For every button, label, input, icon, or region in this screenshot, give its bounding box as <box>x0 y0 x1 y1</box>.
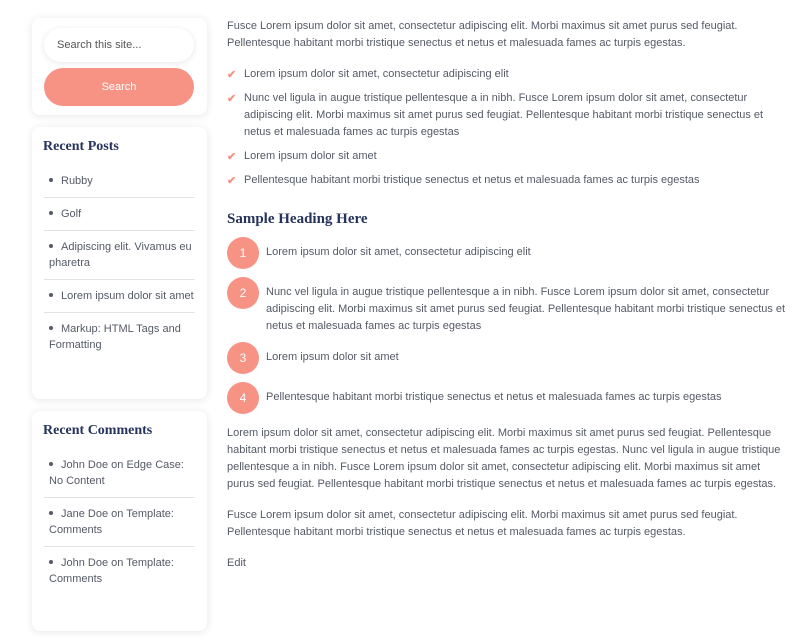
comment-author: Jane Doe <box>61 508 109 520</box>
body-paragraph: Fusce Lorem ipsum dolor sit amet, consectetur adipiscing elit. Morbi maximus sit amet purus sed feugiat. Pellentesque habitant morbi tristique senectus et netus et malesuada fames ac turpis egestas. <box>227 509 738 538</box>
bullet-icon <box>49 211 53 215</box>
recent-comments-title: Recent Comments <box>43 423 153 438</box>
numbered-list-item <box>227 278 787 335</box>
check-item-text: Pellentesque habitant morbi tristique senectus et netus et malesuada fames ac turpis egestas <box>244 174 700 186</box>
numbered-list-item <box>227 343 787 375</box>
recent-post-item <box>44 280 195 313</box>
comment-on-text: on <box>111 557 124 569</box>
bullet-icon <box>49 178 53 182</box>
recent-post-item <box>44 173 195 198</box>
main-content <box>227 18 787 572</box>
comment-post-link[interactable]: Template: Comments <box>49 508 174 536</box>
recent-comment-item <box>44 457 195 498</box>
numbered-item-text: Lorem ipsum dolor sit amet <box>266 351 399 363</box>
search-button[interactable]: Search <box>44 68 194 106</box>
recent-posts-widget <box>32 127 207 399</box>
numbered-item-text: Nunc vel ligula in augue tristique pellentesque a in nibh. Fusce Lorem ipsum dolor sit amet, consectetur adipiscing elit. Morbi maximus sit amet purus sed feugiat. Pellentesque habitant morbi tristique senectus et netus et malesuada fames ac turpis egestas <box>266 286 786 332</box>
recent-post-link[interactable]: Lorem ipsum dolor sit amet <box>61 290 194 302</box>
sidebar <box>32 18 207 643</box>
number-badge: 3 <box>227 342 259 374</box>
check-item-text: Nunc vel ligula in augue tristique pellentesque a in nibh. Fusce Lorem ipsum dolor sit amet, consectetur adipiscing elit. Morbi maximus sit amet purus sed feugiat. Pellentesque habitant morbi tristique senectus et netus et malesuada fames ac turpis egestas <box>244 92 764 138</box>
recent-posts-list <box>44 173 195 361</box>
comment-author: John Doe <box>61 557 109 569</box>
check-icon: ✔ <box>227 175 237 187</box>
recent-comment-item <box>44 547 195 595</box>
check-item-text: Lorem ipsum dolor sit amet, consectetur adipiscing elit <box>244 68 509 80</box>
recent-post-item <box>44 198 195 231</box>
check-list-item <box>227 172 787 189</box>
recent-comments-widget <box>32 411 207 631</box>
numbered-item-text: Lorem ipsum dolor sit amet, consectetur adipiscing elit <box>266 246 531 258</box>
number-badge: 4 <box>227 382 259 414</box>
recent-post-item <box>44 313 195 361</box>
recent-post-item <box>44 231 195 280</box>
comment-on-text: on <box>111 508 124 520</box>
number-badge: 2 <box>227 277 259 309</box>
bullet-icon <box>49 462 53 466</box>
recent-post-link[interactable]: Adipiscing elit. Vivamus eu pharetra <box>49 241 192 269</box>
search-widget <box>32 18 207 115</box>
numbered-list <box>227 238 787 415</box>
check-icon: ✔ <box>227 93 237 105</box>
check-item-text: Lorem ipsum dolor sit amet <box>244 150 377 162</box>
check-list <box>227 66 787 189</box>
recent-comment-item <box>44 498 195 547</box>
intro-paragraph: Fusce Lorem ipsum dolor sit amet, consectetur adipiscing elit. Morbi maximus sit amet purus sed feugiat. Pellentesque habitant morbi tristique senectus et netus et malesuada fames ac turpis egestas. <box>227 20 738 49</box>
comment-on-text: on <box>111 459 124 471</box>
numbered-list-item <box>227 383 787 415</box>
bullet-icon <box>49 326 53 330</box>
check-icon: ✔ <box>227 69 237 81</box>
bullet-icon <box>49 560 53 564</box>
comment-post-link[interactable]: Template: Comments <box>49 557 174 585</box>
recent-post-link[interactable]: Golf <box>61 208 82 220</box>
numbered-item-text: Pellentesque habitant morbi tristique senectus et netus et malesuada fames ac turpis egestas <box>266 391 722 403</box>
number-badge: 1 <box>227 237 259 269</box>
comment-author: John Doe <box>61 459 109 471</box>
check-icon: ✔ <box>227 151 237 163</box>
check-list-item <box>227 148 787 165</box>
edit-link[interactable]: Edit <box>227 557 246 569</box>
comment-post-link[interactable]: Edge Case: No Content <box>49 459 184 487</box>
bullet-icon <box>49 293 53 297</box>
check-list-item <box>227 90 787 141</box>
numbered-list-item <box>227 238 787 270</box>
check-list-item <box>227 66 787 83</box>
bullet-icon <box>49 244 53 248</box>
section-heading: Sample Heading Here <box>227 211 368 227</box>
search-input[interactable] <box>44 28 194 62</box>
body-paragraph: Lorem ipsum dolor sit amet, consectetur adipiscing elit. Morbi maximus sit amet purus sed feugiat. Pellentesque habitant morbi tristique senectus et netus et malesuada fames ac turpis egestas. Nunc vel ligula in augue tristique pellentesque a in nibh. Fusce Lorem ipsum dolor sit amet, consectetur adipiscing elit. Morbi maximus sit amet purus sed feugiat. Pellentesque habitant morbi tristique senectus et netus et malesuada fames ac turpis egestas. <box>227 427 781 490</box>
recent-post-link[interactable]: Markup: HTML Tags and Formatting <box>49 323 181 351</box>
recent-post-link[interactable]: Rubby <box>61 175 93 187</box>
bullet-icon <box>49 511 53 515</box>
recent-posts-title: Recent Posts <box>43 139 119 154</box>
recent-comments-list <box>44 457 195 595</box>
